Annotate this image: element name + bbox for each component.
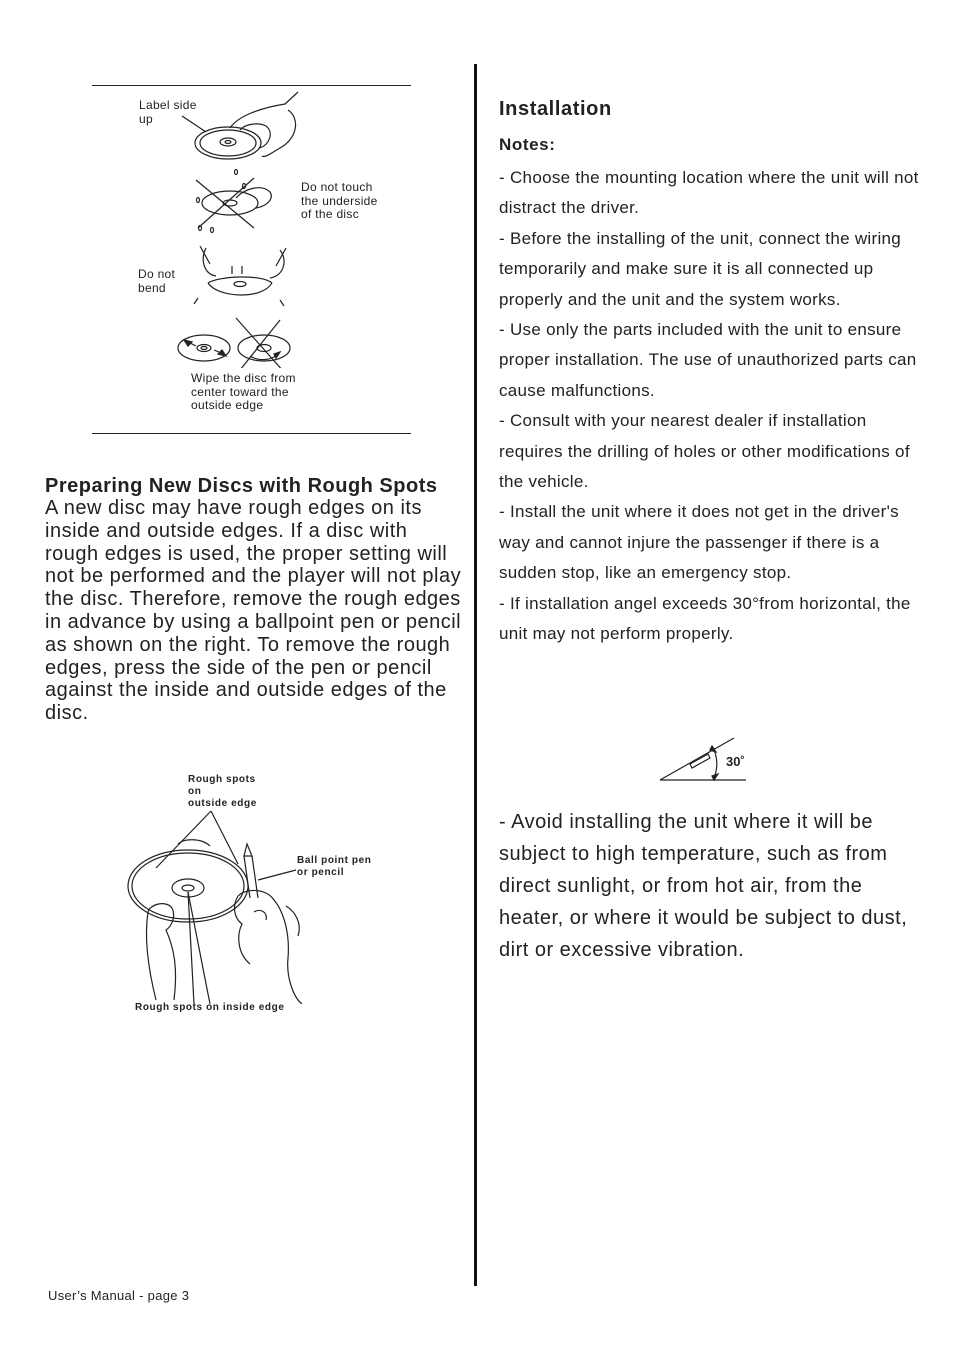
inside-edge-caption: Rough spots on inside edge <box>135 1002 285 1013</box>
disc-care-illustration <box>170 88 310 368</box>
avoid-heat-note: - Avoid installing the unit where it will be subject to high temperature, such as from direct sunlight, or from hot air, from the heater, or where it would be subject to dust, dirt or excessive vibration. <box>499 811 908 961</box>
page-footer: User’s Manual - page 3 <box>48 1288 190 1303</box>
note-item: - Choose the mounting location where the unit will not distract the driver. <box>499 168 919 218</box>
label-side-caption: Label side up <box>139 98 197 126</box>
installation-section <box>499 98 919 650</box>
disc-icon <box>128 840 248 922</box>
note-item: - Before the installing of the unit, connect the wiring temporarily and make sure it is all connected up properly and the unit and the system works. <box>499 228 902 309</box>
note-item: - Use only the parts included with the unit to ensure proper installation. The use of unauthorized parts can cause malfunctions. <box>499 320 917 400</box>
no-bend-caption: Do not bend <box>138 267 176 295</box>
column-divider <box>474 64 477 1286</box>
figure-top-rule <box>92 85 411 86</box>
rough-spots-heading: Preparing New Discs with Rough Spots <box>45 475 438 497</box>
notes-label: Notes: <box>499 135 556 154</box>
note-item: - If installation angel exceeds 30°from horizontal, the unit may not perform properly. <box>499 593 911 644</box>
pointer-lines <box>156 811 296 1004</box>
no-touch-disc-icon <box>196 170 271 233</box>
wipe-caption: Wipe the disc from center toward the outside edge <box>191 371 296 412</box>
hand-holding-disc-icon <box>182 92 298 159</box>
figure-bottom-rule <box>92 433 411 434</box>
angle-label: 30˚ <box>726 754 745 769</box>
rough-spots-body: A new disc may have rough edges on its inside and outside edges. If a disc with rough edges is used, the proper setting will not be performed and the player will not play the disc. Therefore, remove the rough edges in advance by using a ballpoint pen or pencil as shown on the right. To remove the rough edges, press the side of the pen or pencil against the inside and outside edges of the disc. <box>45 497 462 725</box>
note-item: - Install the unit where it does not get in the driver's way and cannot injure the passenger if there is a sudden stop, like an emergency stop. <box>499 502 899 583</box>
outside-edge-caption: Rough spots on outside edge <box>188 774 257 809</box>
disc-deburr-illustration <box>126 808 316 1004</box>
hands-icon <box>146 890 302 1004</box>
no-touch-caption: Do not touch the underside of the disc <box>301 180 378 221</box>
wipe-direction-icon <box>178 318 290 368</box>
no-bend-disc-icon <box>194 246 286 306</box>
pen-caption: Ball point pen or pencil <box>297 855 372 878</box>
note-item: - Consult with your nearest dealer if installation requires the drilling of holes or other modifications of the vehicle. <box>499 411 910 492</box>
installation-title: Installation <box>499 98 612 120</box>
